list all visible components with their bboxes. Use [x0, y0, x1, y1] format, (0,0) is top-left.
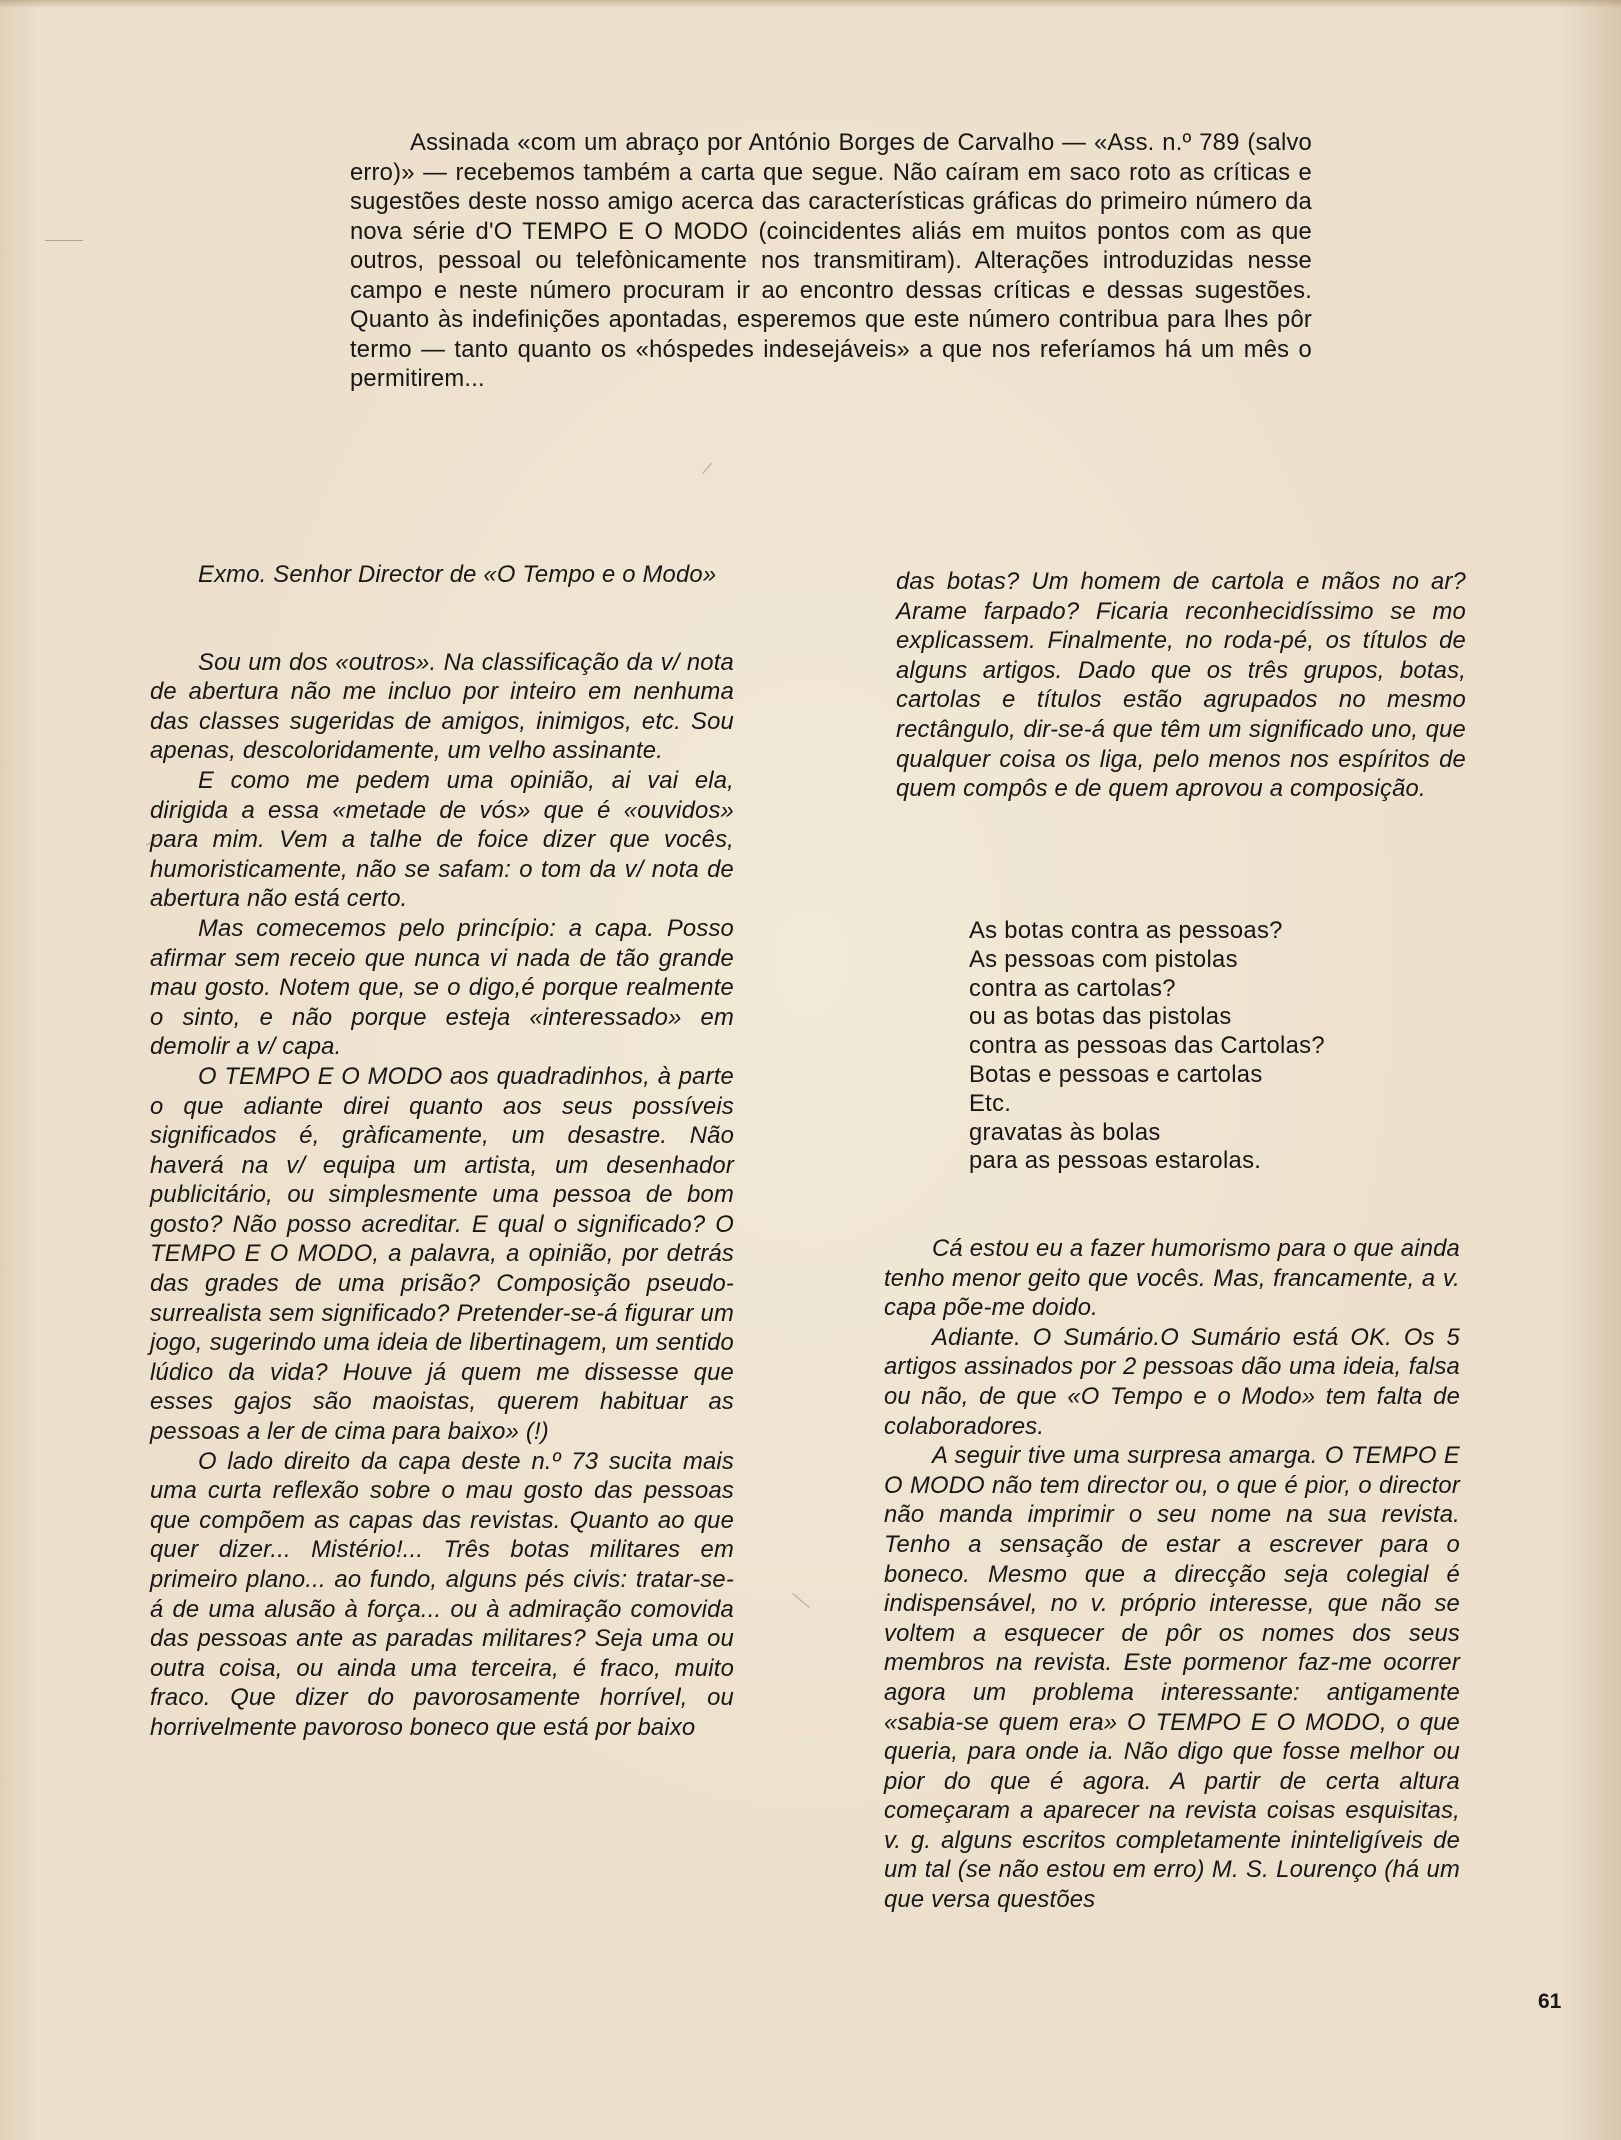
editorial-intro — [350, 128, 1312, 394]
poem-line: para as pessoas estarolas. — [969, 1147, 1262, 1175]
letter-salutation: Exmo. Senhor Director de «O Tempo e o Modo» — [198, 561, 717, 588]
print-speck — [792, 1593, 809, 1608]
print-speck — [45, 240, 83, 241]
print-speck — [702, 463, 712, 474]
letter-paragraph: Mas comecemos pelo princípio: a capa. Posso afirmar sem receio que nunca vi nada de tão grande mau gosto. Notem que, se o digo,é porque realmente o sinto, e não porque esteja «interessado» em demolir a v/ capa. — [150, 914, 734, 1061]
page-top-edge — [0, 0, 1621, 8]
letter-paragraph: Adiante. O Sumário.O Sumário está OK. Os 5 artigos assinados por 2 pessoas dão uma ideia, falsa ou não, de que «O Tempo e o Modo» tem falta de colaboradores. — [884, 1323, 1460, 1440]
poem-line: Botas e pessoas e cartolas — [969, 1060, 1263, 1088]
poem-line: ou as botas das pistolas — [969, 1003, 1232, 1031]
letter-paragraph: O lado direito da capa deste n.º 73 sucita mais uma curta reflexão sobre o mau gosto das pessoas que compõem as capas das revistas. Quanto ao que quer dizer... Mistério!... Três botas militares em primeiro plano... ao fundo, alguns pés civis: tratar-se-á de uma alusão à força... ou à admiração comovida das pessoas ante as paradas militares? Seja uma ou outra coisa, ou ainda uma terceira, é fraco, muito fraco. Que dizer do pavorosamente horrível, ou horrivelmente pavoroso boneco que está por baixo — [150, 1447, 734, 1741]
poem-line: contra as pessoas das Cartolas? — [969, 1032, 1325, 1060]
letter-right-column-top — [896, 567, 1466, 804]
poem-line: Etc. — [969, 1089, 1012, 1117]
letter-paragraph: Sou um dos «outros». Na classificação da v/ nota de abertura não me incluo por inteiro em nenhuma das classes sugeridas de amigos, inimigos, etc. Sou apenas, descoloridamente, um velho assinante. — [150, 648, 734, 765]
poem-line: contra as cartolas? — [969, 974, 1176, 1002]
intro-paragraph: Assinada «com um abraço por António Borges de Carvalho — «Ass. n.º 789 (salvo erro)» — recebemos também a carta que segue. Não caíram em saco roto as críticas e sugestões deste nosso amigo acerca das características gráficas do primeiro número da nova série d'O TEMPO E O MODO (coincidentes aliás em muitos pontos com as que outros, pessoal ou telefònicamente nos transmitiram). Alterações introduzidas nesse campo e neste número procuram ir ao encontro dessas críticas e dessas sugestões. Quanto às indefinições apontadas, esperemos que este número contribua para lhes pôr termo — tanto quanto os «hóspedes indesejáveis» a que nos referíamos há um mês o permitirem... — [350, 129, 1312, 392]
letter-paragraph: A seguir tive uma surpresa amarga. O TEMPO E O MODO não tem director ou, o que é pior, o director não manda imprimir o seu nome na sua revista. Tenho a sensação de estar a escrever para o boneco. Mesmo que a direcção seja colegial é indispensável, no v. próprio interesse, que não se voltem a esquecer de pôr os nomes dos seus membros na revista. Este pormenor faz-me ocorrer agora um problema interessante: antigamente «sabia-se quem era» O TEMPO E O MODO, o que queria, para onde ia. Não digo que fosse melhor ou pior do que é agora. A partir de certa altura começaram a aparecer na revista coisas esquisitas, v. g. alguns escritos completamente ininteligíveis de um tal (se não estou em erro) M. S. Lourenço (há um que versa questões — [884, 1442, 1460, 1914]
poem-line: As pessoas com pistolas — [969, 945, 1238, 973]
letter-paragraph: O TEMPO E O MODO aos quadradinhos, à parte o que adiante direi quanto aos seus possíveis significados é, gràficamente, um desastre. Não haverá na v/ equipa um artista, um desenhador publicitário, ou simplesmente uma pessoa de bom gosto? Não posso acreditar. E qual o significado? O TEMPO E O MODO, a palavra, a opinião, por detrás das grades de uma prisão? Composição pseudo-surrealista sem significado? Pretender-se-á figurar um jogo, sugerindo uma ideia de libertinagem, um sentido lúdico da vida? Houve já quem me dissesse que esses gajos são maoistas, querem habituar as pessoas a ler de cima para baixo» (!) — [150, 1062, 734, 1446]
letter-paragraph: E como me pedem uma opinião, ai vai ela, dirigida a essa «metade de vós» que é «ouvidos» para mim. Vem a talhe de foice dizer que vocês, humoristicamente, não se safam: o tom da v/ nota de abertura não está certo. — [150, 766, 734, 913]
poem-block — [969, 917, 1449, 1176]
poem-line: As botas contra as pessoas? — [969, 917, 1283, 944]
letter-left-column — [150, 560, 734, 1743]
poem-line: gravatas às bolas — [969, 1118, 1161, 1146]
letter-right-column-bottom — [884, 1234, 1460, 1915]
letter-paragraph-continued: das botas? Um homem de cartola e mãos no ar? Arame farpado? Ficaria reconhecidíssimo se mo explicassem. Finalmente, no roda-pé, os títulos de alguns artigos. Dado que os três grupos, botas, cartolas e títulos estão agrupados no mesmo rectângulo, dir-se-á que têm um significado uno, que qualquer coisa os liga, pelo menos nos espíritos de quem compôs e de quem aprovou a composição. — [896, 568, 1466, 803]
letter-paragraph: Cá estou eu a fazer humorismo para o que ainda tenho menor geito que vocês. Mas, francamente, a v. capa põe-me doido. — [884, 1235, 1460, 1322]
page-number: 61 — [1538, 1990, 1562, 2013]
